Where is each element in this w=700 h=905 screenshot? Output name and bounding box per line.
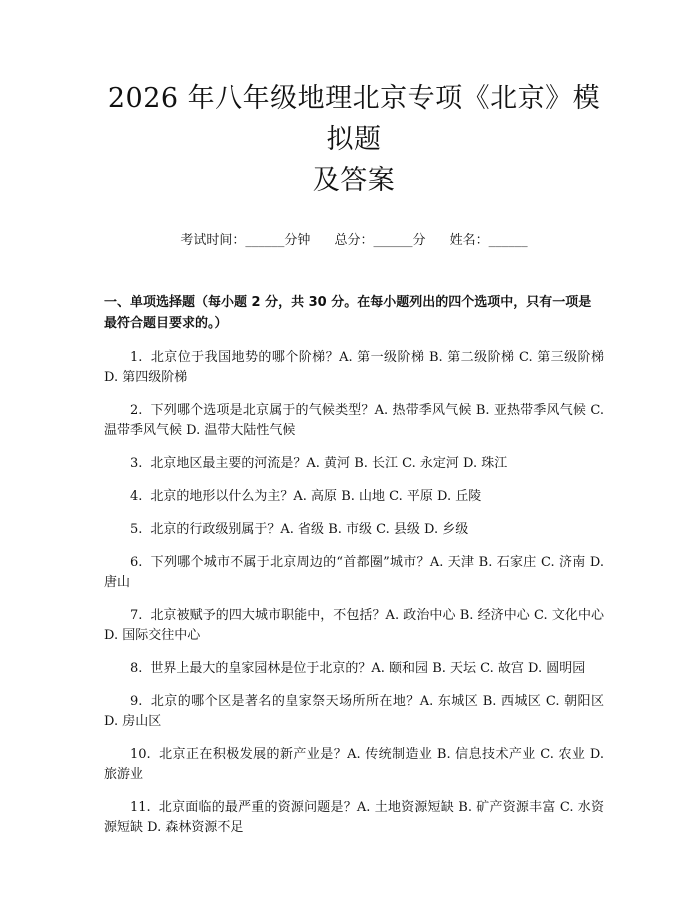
question-list xyxy=(104,348,604,838)
question-number: 2. xyxy=(130,403,143,418)
question-item xyxy=(104,692,604,732)
question-number: 11. xyxy=(130,800,151,815)
question-number: 8. xyxy=(130,661,143,676)
question-text: 北京被赋予的四大城市职能中，不包括？A. 政治中心 B. 经济中心 C. 文化中心 D. 国际交往中心 xyxy=(104,608,604,643)
question-text: 北京位于我国地势的哪个阶梯？A. 第一级阶梯 B. 第二级阶梯 C. 第三级阶梯 D. 第四级阶梯 xyxy=(104,350,604,385)
question-number: 6. xyxy=(130,555,143,570)
question-text: 北京地区最主要的河流是？A. 黄河 B. 长江 C. 永定河 D. 珠江 xyxy=(150,456,508,471)
question-item xyxy=(104,487,604,507)
question-item xyxy=(104,553,604,593)
question-number: 7. xyxy=(130,608,143,623)
question-number: 1. xyxy=(130,350,143,365)
question-number: 4. xyxy=(130,489,143,504)
question-item xyxy=(104,659,604,679)
question-item xyxy=(104,606,604,646)
question-number: 9. xyxy=(130,694,143,709)
exam-meta xyxy=(104,229,604,248)
question-text: 下列哪个选项是北京属于的气候类型？A. 热带季风气候 B. 亚热带季风气候 C. 温带季风气候 D. 温带大陆性气候 xyxy=(104,403,604,438)
title-line-2: 及答案 xyxy=(312,165,396,196)
title-line-1: 2026 年八年级地理北京专项《北京》模拟题 xyxy=(107,83,601,155)
exam-time-field: 考试时间：______分钟 xyxy=(180,233,311,248)
question-text: 北京的地形以什么为主？A. 高原 B. 山地 C. 平原 D. 丘陵 xyxy=(150,489,482,504)
question-item xyxy=(104,348,604,388)
question-item xyxy=(104,454,604,474)
question-text: 世界上最大的皇家园林是位于北京的？A. 颐和园 B. 天坛 C. 故宫 D. 圆明园 xyxy=(150,661,586,676)
question-item xyxy=(104,520,604,540)
total-score-field: 总分：______分 xyxy=(334,233,426,248)
question-text: 北京的行政级别属于？A. 省级 B. 市级 C. 县级 D. 乡级 xyxy=(150,522,469,537)
student-name-field: 姓名：______ xyxy=(449,233,528,248)
question-item xyxy=(104,798,604,838)
question-text: 北京的哪个区是著名的皇家祭天场所所在地？A. 东城区 B. 西城区 C. 朝阳区 D. 房山区 xyxy=(104,694,604,729)
question-text: 北京正在积极发展的新产业是？A. 传统制造业 B. 信息技术产业 C. 农业 D. 旅游业 xyxy=(104,747,604,782)
document-title xyxy=(104,78,604,201)
question-number: 5. xyxy=(130,522,143,537)
question-item xyxy=(104,745,604,785)
question-text: 下列哪个城市不属于北京周边的“首都圈”城市？A. 天津 B. 石家庄 C. 济南 D. 唐山 xyxy=(104,555,604,590)
question-text: 北京面临的最严重的资源问题是？A. 土地资源短缺 B. 矿产资源丰富 C. 水资源短缺 D. 森林资源不足 xyxy=(104,800,604,835)
section-heading: 一、单项选择题（每小题 2 分，共 30 分。在每小题列出的四个选项中，只有一项是最符合题目要求的。） xyxy=(104,295,592,331)
question-number: 3. xyxy=(130,456,143,471)
question-item xyxy=(104,401,604,441)
question-number: 10. xyxy=(130,747,151,762)
